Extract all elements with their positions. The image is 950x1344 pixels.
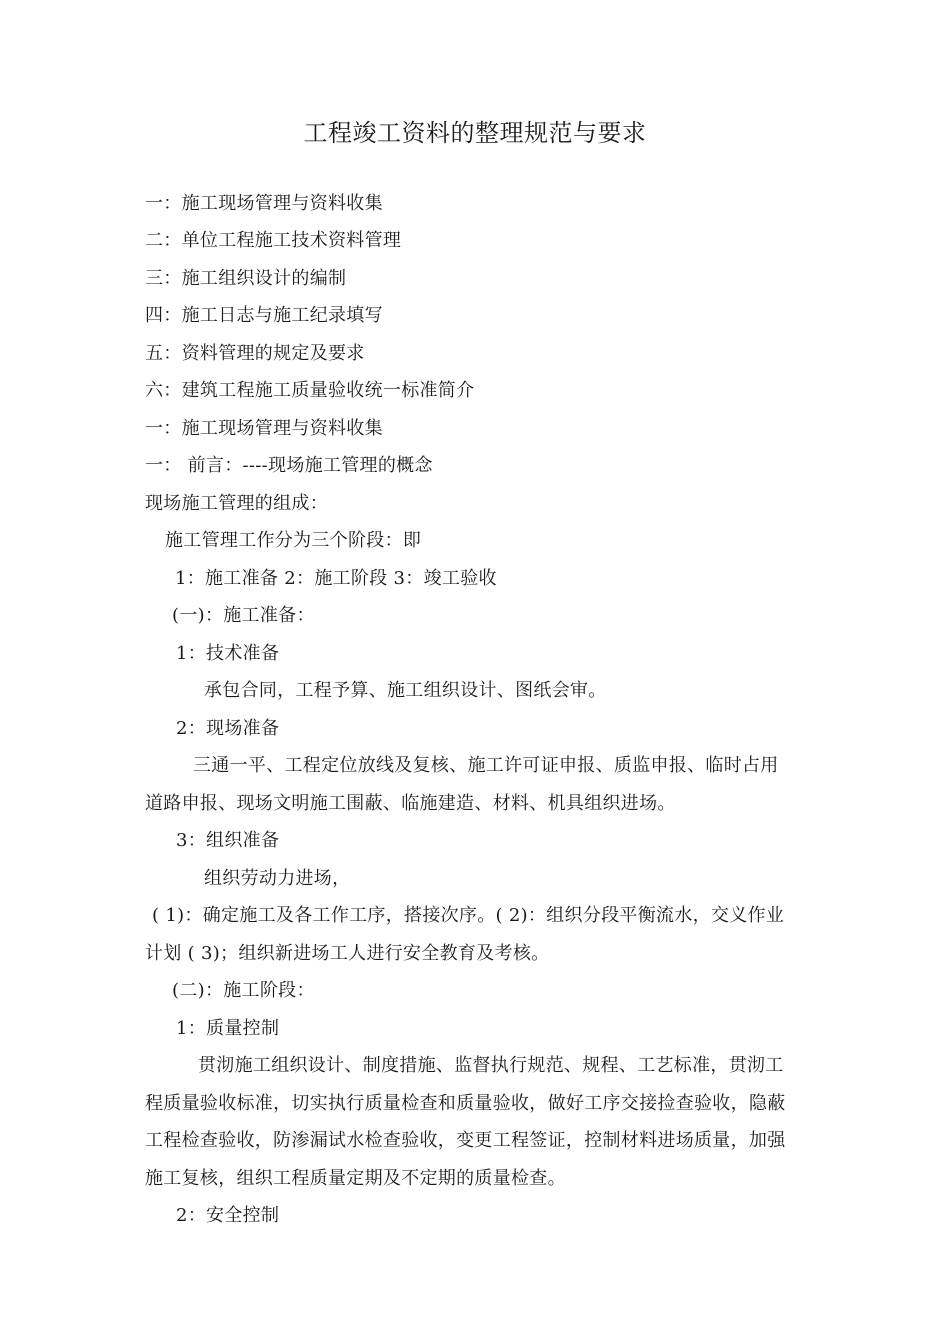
paragraph-line: 施工复核，组织工程质量定期及不定期的质量检查。 [145, 1168, 566, 1189]
preface-line: 一： 前言：----现场施工管理的概念 [145, 455, 433, 476]
paragraph-line: 1：施工准备 2：施工阶段 3：竣工验收 [175, 568, 497, 589]
paragraph-line: 贯沏施工组织设计、制度措施、监督执行规范、规程、工艺标准，贯沏工 [198, 1055, 784, 1076]
paragraph-line: ( 1)：确定施工及各工作工序，搭接次序。( 2)：组织分段平衡流水，交义作业 [152, 905, 785, 926]
paragraph-line: 道路申报、现场文明施工围蔽、临施建造、材料、机具组织进场。 [145, 793, 676, 814]
subheading: (一)：施工准备： [172, 605, 315, 626]
paragraph-line: 现场施工管理的组成： [145, 493, 328, 514]
paragraph-line: 施工管理工作分为三个阶段：即 [165, 530, 422, 551]
paragraph-line: 三通一平、工程定位放线及复核、施工许可证申报、质监申报、临时占用 [193, 755, 779, 776]
subheading: 2：安全控制 [176, 1205, 280, 1226]
subheading: (二)：施工阶段： [172, 980, 315, 1001]
subheading: 2：现场准备 [176, 718, 280, 739]
paragraph-line: 程质量验收标准，切实执行质量检查和质量验收，做好工序交接捡查验收，隐蔽 [145, 1093, 786, 1114]
paragraph-line: 组织劳动力进场， [204, 868, 351, 889]
paragraph-line: 工程检查验收，防渗漏试水检查验收，变更工程签证，控制材料进场质量，加强 [145, 1130, 786, 1151]
document-title: 工程竣工资料的整理规范与要求 [303, 119, 647, 147]
subheading: 1：技术准备 [176, 643, 280, 664]
subheading: 1：质量控制 [176, 1018, 280, 1039]
paragraph-line: 承包合同，工程予算、施工组织设计、图纸会审。 [204, 680, 607, 701]
section-heading: 一：施工现场管理与资料收集 [145, 418, 383, 439]
toc-item-1: 一：施工现场管理与资料收集 [145, 193, 383, 214]
paragraph-line: 计划 ( 3)；组织新进场工人进行安全教育及考核。 [145, 943, 550, 964]
toc-item-5: 五：资料管理的规定及要求 [145, 343, 365, 364]
toc-item-4: 四：施工日志与施工纪录填写 [145, 305, 383, 326]
toc-item-2: 二：单位工程施工技术资料管理 [145, 230, 402, 251]
subheading: 3：组织准备 [176, 830, 280, 851]
toc-item-3: 三：施工组织设计的编制 [145, 268, 347, 289]
toc-item-6: 六：建筑工程施工质量验收统一标准简介 [145, 380, 475, 401]
